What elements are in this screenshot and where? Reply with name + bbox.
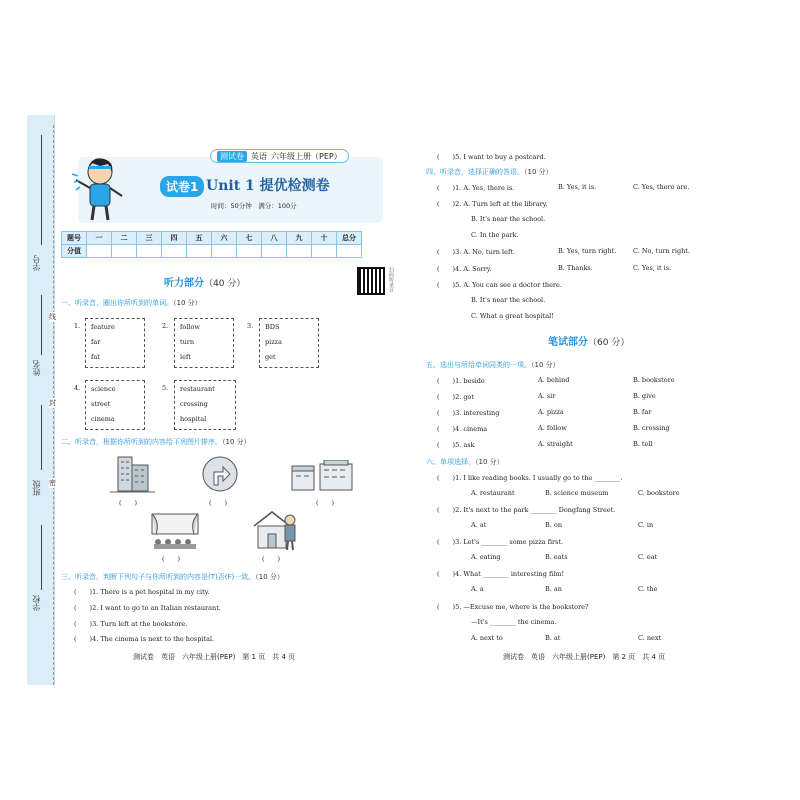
paper-title: Unit 1 提优检测卷	[206, 178, 330, 194]
score-blank[interactable]	[237, 245, 262, 258]
word-option[interactable]: fat	[91, 353, 100, 361]
q4-option[interactable]: C. Yes, there are.	[633, 183, 690, 191]
q1-group-num: 3.	[247, 322, 254, 330]
q3-title: 三、听录音，判断下列句子与你所听到的内容是(T)否(F)一致。	[61, 573, 256, 581]
q3-item[interactable]: ( )1. There is a pet hospital in my city.	[74, 588, 210, 596]
word-option[interactable]: hospital	[180, 415, 207, 423]
word-option[interactable]: science	[91, 385, 116, 393]
q1-word-box	[85, 318, 145, 368]
word-option[interactable]: far	[91, 338, 101, 346]
word-option[interactable]: street	[91, 400, 111, 408]
word-option[interactable]: turn	[180, 338, 195, 346]
q1-word-box	[85, 380, 145, 430]
q6-question[interactable]: ( )5. —Excuse me, where is the bookstore?	[437, 603, 589, 611]
q3-heading	[61, 572, 284, 582]
cut-mark-mi: 密	[49, 479, 56, 487]
q6-option[interactable]: C. the	[638, 585, 658, 593]
q5-stem[interactable]: ( )4. cinema	[437, 425, 488, 433]
q5-stem[interactable]: ( )2. got	[437, 393, 475, 401]
q6-question-line2: —It's ________ the cinema.	[471, 618, 557, 626]
word-option[interactable]: cinema	[91, 415, 115, 423]
listening-points: （40 分）	[204, 279, 246, 289]
time-score-info: 时间：50分钟 满分：100分	[211, 202, 297, 210]
school-label: 学校	[32, 595, 41, 611]
q6-option[interactable]: C. eat	[638, 553, 658, 561]
score-cell: 三	[137, 232, 162, 245]
q4-option[interactable]: C. What a great hospital!	[471, 312, 554, 320]
footer-page-1: 测试卷 英语 六年级上册(PEP) 第 1 页 共 4 页	[133, 653, 296, 661]
q4-option[interactable]: ( )3. A. No, turn left.	[437, 248, 516, 256]
score-blank[interactable]	[312, 245, 337, 258]
exam-type-tag: 测试卷	[217, 151, 247, 162]
word-option[interactable]: left	[180, 353, 191, 361]
q4-option[interactable]: ( )5. A. You can see a doctor there.	[437, 281, 562, 289]
q1-group-num: 2.	[162, 322, 169, 330]
q2-answer-paren[interactable]: ( )	[262, 555, 281, 563]
q2-points: （10 分）	[222, 438, 251, 446]
q6-option[interactable]: B. an	[545, 585, 562, 593]
q2-heading	[61, 437, 251, 447]
word-option[interactable]: follow	[180, 323, 200, 331]
boy-mascot-illustration	[70, 150, 130, 225]
q1-word-box	[174, 380, 236, 430]
q5-option[interactable]: A. behind	[538, 376, 570, 384]
name-label: 姓名	[32, 360, 41, 376]
q4-option[interactable]: B. It's near the school.	[471, 296, 546, 304]
word-option[interactable]: restaurant	[180, 385, 215, 393]
student-id-line	[41, 135, 42, 245]
q6-option[interactable]: A. a	[471, 585, 484, 593]
q2-title: 二、听录音，根据你所听到的内容给下列图片排序。	[61, 438, 222, 446]
q6-question[interactable]: ( )4. What ________ interesting film!	[437, 570, 565, 578]
q6-option[interactable]: A. next to	[471, 634, 503, 642]
q1-points: （10 分）	[173, 299, 202, 307]
q3-item[interactable]: ( )5. I want to buy a postcard.	[437, 153, 546, 161]
score-blank[interactable]	[337, 245, 362, 258]
q5-option[interactable]: A. pizza	[538, 408, 564, 416]
q6-heading	[426, 457, 504, 467]
q6-question[interactable]: ( )2. It's next to the park ________ Dongfang Street.	[437, 506, 616, 514]
q5-points: （10 分）	[531, 361, 560, 369]
q6-option[interactable]: B. at	[545, 634, 561, 642]
q1-title: 一、听录音，圈出你所听到的单词。	[61, 299, 173, 307]
q5-option[interactable]: A. sir	[538, 392, 556, 400]
score-cell: 四	[162, 232, 187, 245]
q1-heading	[61, 298, 202, 308]
q3-item[interactable]: ( )4. The cinema is next to the hospital.	[74, 635, 215, 643]
score-blank[interactable]	[262, 245, 287, 258]
class-label: 班级	[32, 480, 41, 496]
q5-option[interactable]: A. straight	[538, 440, 573, 448]
buildings-picture	[110, 453, 155, 495]
score-blank[interactable]	[112, 245, 137, 258]
score-cell: 总分	[337, 232, 362, 245]
q5-option[interactable]: B. far	[633, 408, 652, 416]
q5-title: 五、选出与所给单词同类的一项。	[426, 361, 531, 369]
qr-caption: 扫码听录音	[388, 267, 394, 292]
q5-heading	[426, 360, 560, 370]
q5-option[interactable]: B. bookstore	[633, 376, 675, 384]
q4-option[interactable]: ( )2. A. Turn left at the library.	[437, 200, 548, 208]
q4-option[interactable]: C. Yes, it is.	[633, 264, 672, 272]
house-and-man-picture	[250, 502, 300, 552]
word-option[interactable]: get	[265, 353, 276, 361]
q1-group-num: 5.	[162, 384, 169, 392]
word-option[interactable]: crossing	[180, 400, 208, 408]
score-cell: 五	[187, 232, 212, 245]
score-table-header-row	[62, 232, 362, 245]
q5-stem[interactable]: ( )5. ask	[437, 441, 475, 449]
score-blank[interactable]	[287, 245, 312, 258]
q1-group-num: 1.	[74, 322, 81, 330]
score-blank[interactable]	[162, 245, 187, 258]
student-id-label: 学号	[32, 255, 41, 271]
q2-answer-paren[interactable]: ( )	[119, 499, 138, 507]
q4-option[interactable]: B. It's near the school.	[471, 215, 546, 223]
q4-option[interactable]: ( )1. A. Yes, there is.	[437, 184, 515, 192]
q4-option[interactable]: B. Thanks.	[558, 264, 593, 272]
written-title-text: 笔试部分	[548, 337, 588, 348]
exam-tag	[210, 149, 349, 163]
score-cell: 十	[312, 232, 337, 245]
cut-mark-feng: 封	[49, 399, 56, 407]
q5-stem[interactable]: ( )1. beside	[437, 377, 485, 385]
q5-option[interactable]: B. crossing	[633, 424, 670, 432]
q4-points: （10 分）	[524, 168, 553, 176]
score-cell: 一	[87, 232, 112, 245]
q6-points: （10 分）	[475, 458, 504, 466]
q1-group-num: 4.	[74, 384, 81, 392]
q6-option[interactable]: A. restaurant	[471, 489, 515, 497]
score-cell: 六	[212, 232, 237, 245]
q6-option[interactable]: C. bookstore	[638, 489, 680, 497]
score-table	[61, 231, 362, 258]
class-line	[41, 405, 42, 470]
listening-section-title	[164, 274, 245, 289]
q6-question[interactable]: ( )1. I like reading books. I usually go to the ________.	[437, 474, 623, 482]
q4-option[interactable]: ( )4. A. Sorry.	[437, 265, 492, 273]
paper-number-badge: 试卷1	[160, 176, 204, 197]
q1-word-box	[174, 318, 234, 368]
q5-option[interactable]: B. give	[633, 392, 656, 400]
q4-option[interactable]: C. No, turn right.	[633, 247, 690, 255]
subject-label: 英语	[251, 151, 267, 161]
score-blank[interactable]	[212, 245, 237, 258]
q6-option[interactable]: B. on	[545, 521, 563, 529]
q6-question[interactable]: ( )3. Let's ________ some pizza first.	[437, 538, 564, 546]
q1-word-box	[259, 318, 319, 368]
score-blank[interactable]	[187, 245, 212, 258]
score-cell: 七	[237, 232, 262, 245]
word-option[interactable]: feature	[91, 323, 115, 331]
q6-option[interactable]: A. eating	[471, 553, 501, 561]
q6-option[interactable]: B. science museum	[545, 489, 609, 497]
turn-right-sign-picture	[200, 455, 240, 493]
q4-option[interactable]: C. In the park.	[471, 231, 519, 239]
score-blank[interactable]	[137, 245, 162, 258]
name-line	[41, 295, 42, 355]
score-cell: 二	[112, 232, 137, 245]
word-option[interactable]: pizza	[265, 338, 282, 346]
q6-title: 六、单项选择。	[426, 458, 475, 466]
score-cell: 题号	[62, 232, 87, 245]
cinema-picture	[148, 512, 202, 550]
cut-mark-xian: 线	[49, 313, 56, 321]
qr-code-icon[interactable]	[357, 267, 385, 295]
q2-answer-paren[interactable]: ( )	[209, 499, 228, 507]
score-blank[interactable]	[87, 245, 112, 258]
q5-option[interactable]: B. tell	[633, 440, 653, 448]
q6-option[interactable]: C. next	[638, 634, 662, 642]
shops-picture	[290, 460, 356, 492]
grade-label: 六年级上册（PEP）	[271, 151, 342, 161]
listening-title-text: 听力部分	[164, 278, 204, 289]
score-cell: 八	[262, 232, 287, 245]
q4-title: 四、听录音，选择正确的答语。	[426, 168, 524, 176]
q6-option[interactable]: B. eats	[545, 553, 568, 561]
word-option[interactable]: BDS	[265, 323, 280, 331]
q4-heading	[426, 167, 553, 177]
q6-option[interactable]: A. at	[471, 521, 487, 529]
footer-page-2: 测试卷 英语 六年级上册(PEP) 第 2 页 共 4 页	[503, 653, 666, 661]
q3-item[interactable]: ( )3. Turn left at the bookstore.	[74, 620, 188, 628]
written-points: （60 分）	[588, 338, 630, 348]
q2-answer-paren[interactable]: ( )	[316, 499, 335, 507]
score-cell: 九	[287, 232, 312, 245]
score-value-label: 分值	[62, 245, 87, 258]
q5-option[interactable]: A. follow	[538, 424, 567, 432]
q4-option[interactable]: B. Yes, turn right.	[558, 247, 617, 255]
q4-option[interactable]: B. Yes, it is.	[558, 183, 597, 191]
school-line	[41, 525, 42, 590]
q2-answer-paren[interactable]: ( )	[162, 555, 181, 563]
q3-points: （10 分）	[255, 573, 284, 581]
written-section-title	[548, 333, 629, 348]
q5-stem[interactable]: ( )3. interesting	[437, 409, 500, 417]
q3-item[interactable]: ( )2. I want to go to an Italian restaurant.	[74, 604, 221, 612]
q6-option[interactable]: C. in	[638, 521, 654, 529]
score-table-value-row	[62, 245, 362, 258]
